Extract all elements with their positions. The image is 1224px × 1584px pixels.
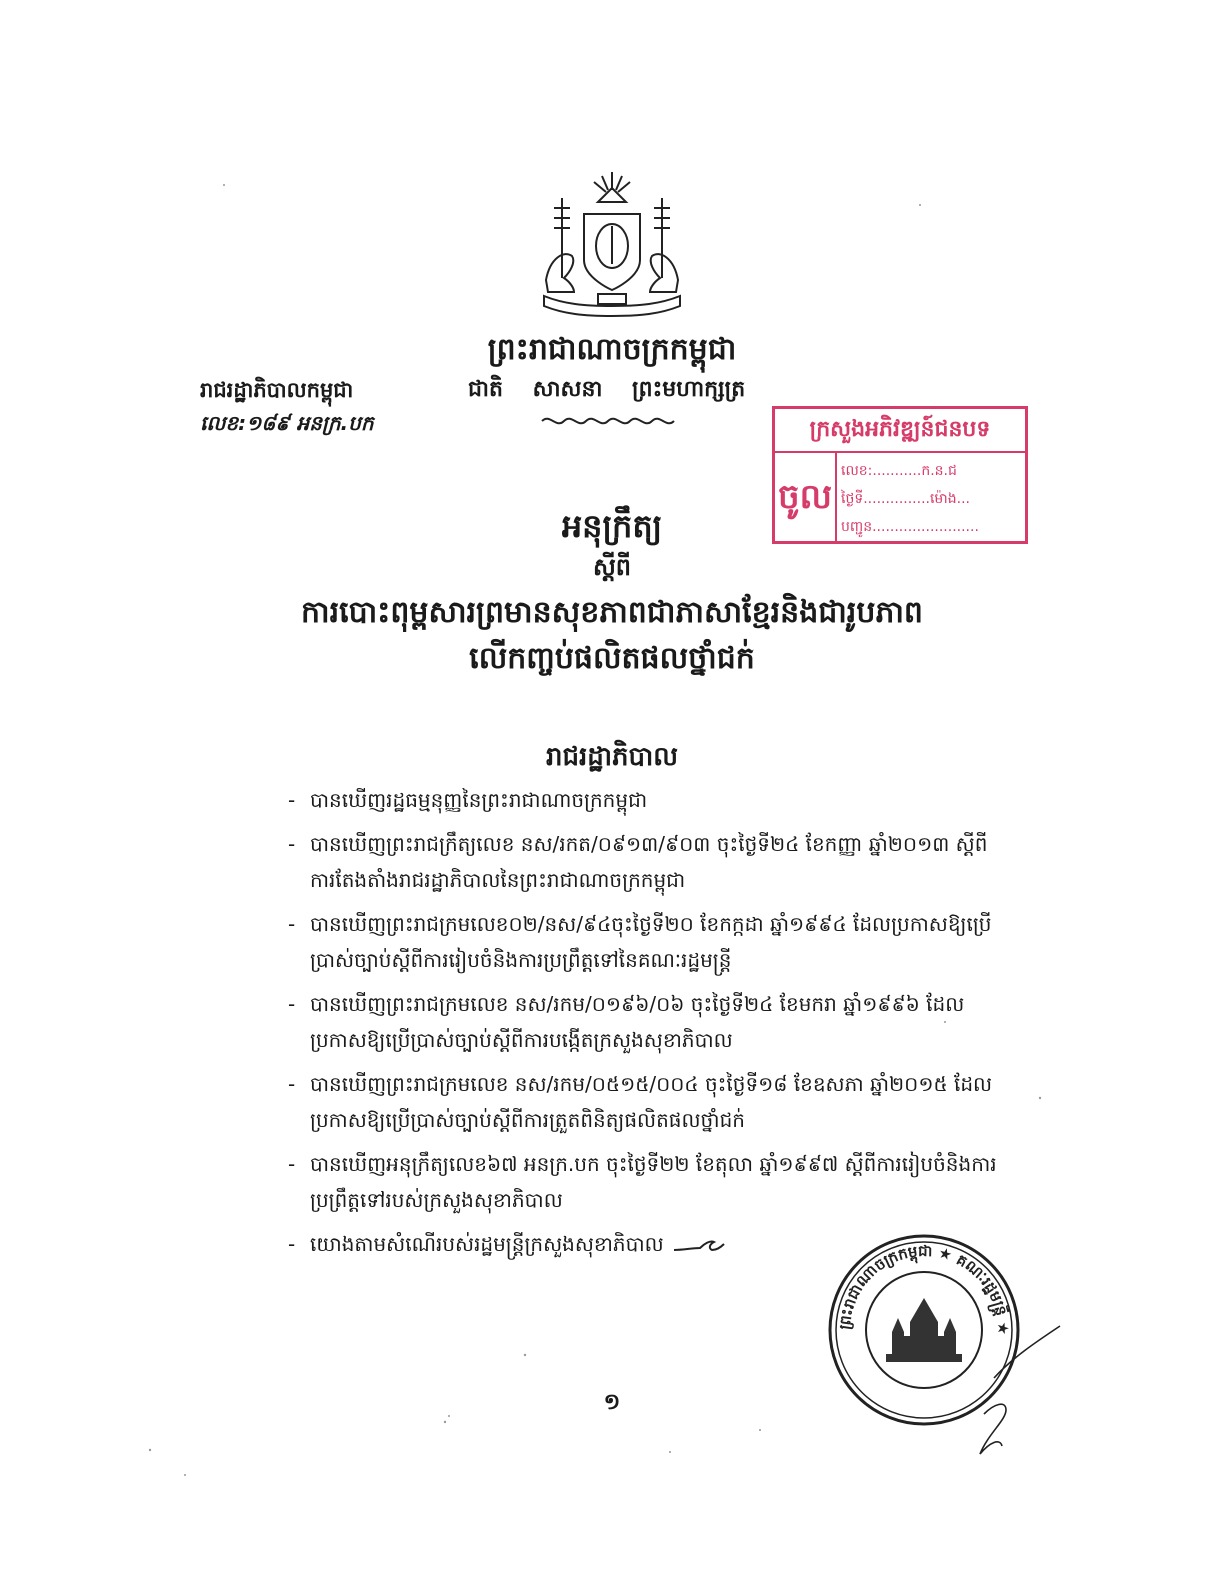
ornament-divider-icon (540, 413, 690, 429)
kingdom-heading: ព្រះរាជាណាចក្រកម្ពុជា (487, 332, 737, 367)
received-stamp-date: ថ្ងៃទី...............ម៉ោង... (841, 491, 970, 507)
seal-text: ព្រះរាជាណាចក្រកម្ពុជា ★ គណៈរដ្ឋមន្ត្រី ★ (835, 1241, 1013, 1336)
list-item (288, 826, 1010, 898)
list-item-text: បានឃើញព្រះរាជក្រឹត្យលេខ នស/រកត/០៩១៣/៩០៣ ចុះថ្ងៃទី២៤ ខែកញ្ញា ឆ្នាំ២០១៣ ស្តីពីការតែងតាំងរាជរដ្ឋាភិបាលនៃព្រះរាជាណាចក្រកម្ពុជា (310, 832, 988, 892)
list-dash: - (288, 992, 296, 1016)
list-item-text: បានឃើញរដ្ឋធម្មនុញ្ញនៃព្រះរាជាណាចក្រកម្ពុជា (310, 788, 648, 812)
about-label: ស្តីពី (592, 553, 632, 581)
received-stamp-note: បញ្ជូន........................ (841, 519, 979, 535)
list-item-text: បានឃើញព្រះរាជក្រមលេខ នស/រកម/០៥១៥/០០៤ ចុះថ្ងៃទី១៨ ខែឧសភា ឆ្នាំ២០១៥ ដែលប្រកាសឱ្យប្រើប្រាស់ច្បាប់ស្តីពីការត្រួតពិនិត្យផលិតផលថ្នាំជក់ (310, 1072, 993, 1132)
motto-ornament (540, 413, 690, 434)
list-item (288, 782, 1010, 818)
list-dash: - (288, 1232, 296, 1256)
list-item (288, 986, 1010, 1058)
document-type: អនុក្រឹត្យ (561, 507, 663, 545)
signature-icon (946, 1318, 1066, 1468)
reference-number: លេខ:១៨៩ អនក្រ.បក (200, 411, 374, 435)
list-dash: - (288, 832, 296, 856)
list-item-text: បានឃើញព្រះរាជក្រមលេខ នស/រកម/០១៩៦/០៦ ចុះថ្ងៃទី២៤ ខែមករា ឆ្នាំ១៩៩៦ ដែលប្រកាសឱ្យប្រើប្រាស់ច្បាប់ស្តីពីការបង្កើតក្រសួងសុខាភិបាល (310, 992, 965, 1052)
list-item-text: បានឃើញព្រះរាជក្រមលេខ០២/នស/៩៤ចុះថ្ងៃទី២០ ខែកក្កដា ឆ្នាំ១៩៩៤ ដែលប្រកាសឱ្យប្រើប្រាស់ច្បាប់ស្តីពីការរៀបចំនិងការប្រព្រឹត្តទៅនៃគណៈរដ្ឋមន្ត្រី (310, 912, 992, 972)
initial-mark-icon (672, 1238, 726, 1254)
list-item-text: បានឃើញអនុក្រឹត្យលេខ៦៧ អនក្រ.បក ចុះថ្ងៃទី២២ ខែតុលា ឆ្នាំ១៩៩៧ ស្តីពីការរៀបចំនិងការប្រព្រឹត្តទៅរបស់ក្រសួងសុខាភិបាល (310, 1152, 997, 1212)
page-number: ១ (603, 1390, 621, 1415)
considerations-list (288, 782, 1010, 1270)
received-stamp-label: ចូល (775, 451, 837, 543)
list-item (288, 906, 1010, 978)
list-dash: - (288, 1072, 296, 1096)
subject-line-2: លើកញ្ចប់ផលិតផលថ្នាំជក់ (469, 641, 755, 676)
royal-coat-of-arms-icon (532, 168, 692, 318)
list-item (288, 1066, 1010, 1138)
list-dash: - (288, 1152, 296, 1176)
list-item (288, 1146, 1010, 1218)
list-item-text: យោងតាមសំណើរបស់រដ្ឋមន្ត្រីក្រសួងសុខាភិបាល (310, 1232, 664, 1256)
list-dash: - (288, 912, 296, 936)
national-motto: ជាតិ សាសនា ព្រះមហាក្សត្រ (468, 377, 746, 402)
issuer-name: រាជរដ្ឋាភិបាលកម្ពុជា (200, 378, 354, 402)
subject-line-1: ការបោះពុម្ពសារព្រមានសុខភាពជាភាសាខ្មែរនិងជារូបភាព (301, 595, 923, 630)
government-heading: រាជរដ្ឋាភិបាល (545, 742, 679, 772)
received-stamp-title: ក្រសួងអភិវឌ្ឍន៍ជនបទ (775, 409, 1025, 453)
list-dash: - (288, 788, 296, 812)
document-subject (0, 590, 1224, 682)
received-stamp-number: លេខ:...........ក.ន.ជ (841, 463, 957, 479)
